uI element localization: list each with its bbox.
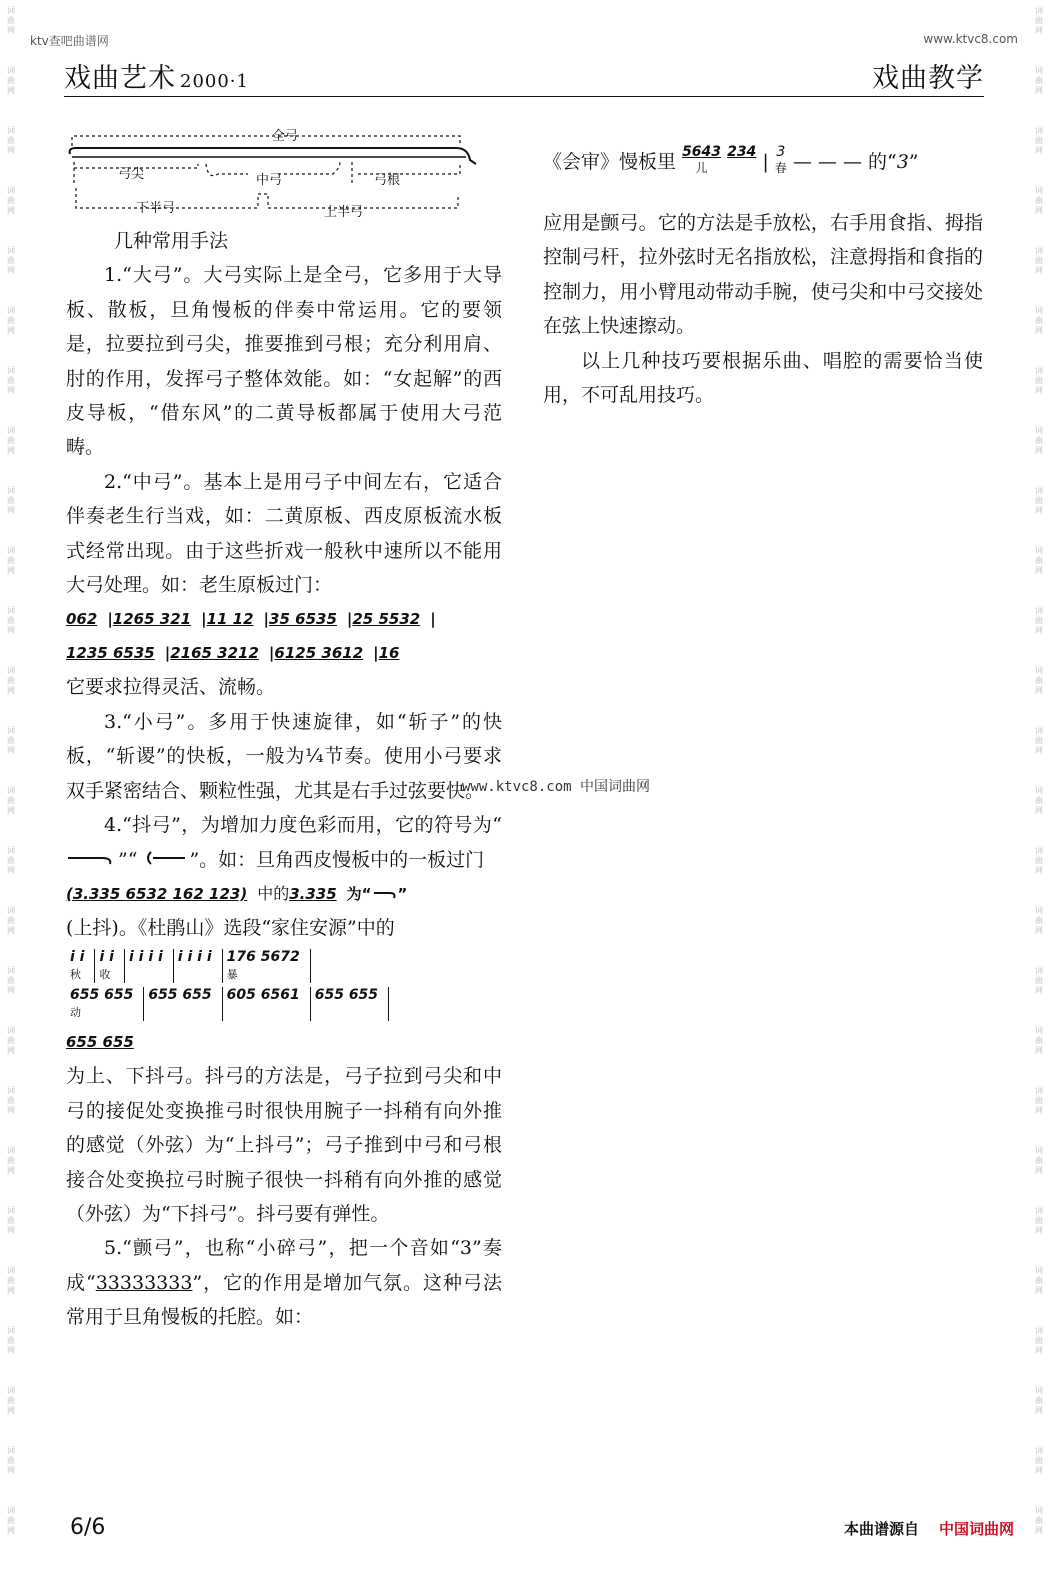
- side-watermark-unit: 词 曲 网: [1035, 1266, 1043, 1295]
- paragraph-tremolo-bow: 5.“颤弓”，也称“小碎弓”，把一个音如“3”奏成“33333333”，它的作用是增加气氛。这种弓法常用于旦角慢板的托腔。如：: [66, 1237, 503, 1329]
- paragraph-tremolo-method: 应用是颤弓。它的方法是手放松，右手用食指、拇指控制弓杆，拉外弦时无名指放松，注意拇指和食指的控制力，用小臂甩动带动手腕，使弓尖和中弓交接处在弦上快速擦动。: [543, 212, 983, 338]
- side-watermark-unit: 词 曲 网: [7, 846, 15, 875]
- bow-label-tip: 弓尖: [118, 167, 145, 182]
- lyric-notation-row-2: 655 655 动 655 655 605 6561 655 655: [66, 987, 389, 1021]
- side-watermark-unit: 词 曲 网: [1035, 6, 1043, 35]
- paragraph-small-bow: 3.“小弓”。多用于快速旋律，如“斩子”的快板，“斩谡”的快板，一般为¼节奏。使用小弓要求双手紧密结合、颗粒性强，尤其是右手过弦要快。: [66, 710, 502, 802]
- side-watermark-unit: 词 曲 网: [1035, 426, 1043, 455]
- section-title: 戏曲教学: [872, 63, 984, 94]
- side-watermark-unit: 词 曲 网: [1035, 906, 1043, 935]
- side-watermark-unit: 词 曲 网: [1035, 126, 1043, 155]
- huishen-example-line: 《会审》慢板里 5643 儿 234 | 3 春 — — — 的“3”: [543, 144, 919, 175]
- top-right-watermark: www.ktvc8.com: [923, 32, 1018, 46]
- side-watermark-unit: 词 曲 网: [7, 1446, 15, 1475]
- side-watermark-unit: 词 曲 网: [1035, 1026, 1043, 1055]
- side-watermark-unit: 词 曲 网: [7, 1146, 15, 1175]
- mid-watermark: www.ktvc8.com 中国词曲网: [462, 779, 651, 795]
- side-watermark-unit: 词 曲 网: [1035, 546, 1043, 575]
- side-watermark-unit: 词 曲 网: [1035, 786, 1043, 815]
- section-heading: 几种常用手法: [114, 230, 229, 252]
- side-watermark-unit: 词 曲 网: [1035, 66, 1043, 95]
- source-brand-link[interactable]: 中国词曲网: [938, 1520, 1014, 1538]
- side-watermark-unit: 词 曲 网: [7, 1506, 15, 1535]
- paragraph-shake-bow: 4.“抖弓”，为增加力度色彩而用，它的符号为“”“ ”。如：旦角西皮慢板中的一板过门: [66, 808, 502, 877]
- side-watermark-unit: 词 曲 网: [1035, 1326, 1043, 1355]
- bow-label-full: 全弓: [272, 129, 299, 144]
- tremolo-example: 33333333: [95, 1271, 193, 1294]
- up-shake-symbol: [66, 850, 118, 866]
- side-watermark-unit: 词 曲 网: [7, 1086, 15, 1115]
- side-watermark-unit: 词 曲 网: [7, 546, 15, 575]
- bow-label-upper-half: 上半弓: [324, 205, 364, 220]
- side-watermark-unit: 词 曲 网: [7, 1206, 15, 1235]
- side-watermark-unit: 词 曲 网: [7, 426, 15, 455]
- side-watermark-unit: 词 曲 网: [1035, 1506, 1043, 1535]
- bow-label-lower-half: 下半弓: [136, 201, 176, 216]
- side-watermark-unit: 词 曲 网: [1035, 666, 1043, 695]
- paragraph-shake-bow-method: 为上、下抖弓。抖弓的方法是，弓子拉到弓尖和中弓的接促处变换推弓时很快用腕子一抖稍有向外推的感觉（外弦）为“上抖弓”；弓子推到中弓和弓根接合处变换拉弓时腕子很快一抖稍有向外推的感觉（外弦）为“下抖弓”。抖弓要有弹性。: [66, 1065, 502, 1225]
- side-watermark-unit: 词 曲 网: [1035, 246, 1043, 275]
- side-watermark-unit: 词 曲 网: [7, 246, 15, 275]
- journal-title: 戏曲艺术: [64, 63, 176, 94]
- side-watermark-unit: 词 曲 网: [1035, 306, 1043, 335]
- side-watermark-unit: 词 曲 网: [7, 1266, 15, 1295]
- notation-line-3: (3.335 6532 162 123) 中的3.335 为“ ”: [66, 883, 408, 903]
- down-shake-symbol: [137, 850, 189, 866]
- side-watermark-unit: 词 曲 网: [7, 606, 15, 635]
- journal-header: [64, 56, 249, 95]
- side-watermark-unit: 词 曲 网: [1035, 1206, 1043, 1235]
- side-watermark-unit: 词 曲 网: [1035, 486, 1043, 515]
- side-watermark-unit: 词 曲 网: [1035, 846, 1043, 875]
- side-watermark-unit: 词 曲 网: [7, 1326, 15, 1355]
- side-watermark-unit: 词 曲 网: [1035, 1086, 1043, 1115]
- bow-label-middle: 中弓: [256, 173, 283, 188]
- bow-diagram: [68, 124, 498, 224]
- bow-label-root: 弓根: [374, 173, 401, 188]
- journal-issue: 2000·1: [180, 71, 249, 92]
- side-watermark-unit: 词 曲 网: [1035, 966, 1043, 995]
- paragraph-conclusion: 以上几种技巧要根据乐曲、唱腔的需要恰当使用，不可乱用技巧。: [543, 349, 983, 407]
- side-watermark-unit: 词 曲 网: [7, 66, 15, 95]
- side-watermark-unit: 词 曲 网: [1035, 1386, 1043, 1415]
- side-watermark-unit: 词 曲 网: [7, 666, 15, 695]
- source-credit: 本曲谱源自 中国词曲网: [843, 1520, 1014, 1538]
- side-watermark-unit: 词 曲 网: [1035, 1446, 1043, 1475]
- side-watermark-unit: 词 曲 网: [7, 306, 15, 335]
- right-column: [543, 144, 983, 412]
- notation-line-1: 062 |1265 321 |11 12 |35 6535 |25 5532 |: [66, 610, 436, 629]
- side-watermark-unit: 词 曲 网: [7, 126, 15, 155]
- side-watermark-unit: 词 曲 网: [7, 726, 15, 755]
- paragraph-middle-bow: 2.“中弓”。基本上是用弓子中间左右，它适合伴奏老生行当戏，如：二黄原板、西皮原板流水板式经常出现。由于这些折戏一般秋中速所以不能用大弓处理。如：老生原板过门：: [66, 470, 502, 597]
- up-shake-symbol-inline: [372, 887, 398, 899]
- right-watermark-strip: [1028, 0, 1050, 1571]
- side-watermark-unit: 词 曲 网: [7, 186, 15, 215]
- notation-line-2: 1235 6535 |2165 3212 |6125 3612 |16: [66, 644, 400, 663]
- lyric-notation-row-1: i i 秋 i i 收 i i i i i i i i 176 5672 暴: [66, 949, 311, 983]
- notation-line-4: 655 655: [66, 1033, 134, 1052]
- side-watermark-unit: 词 曲 网: [7, 366, 15, 395]
- side-watermark-unit: 词 曲 网: [7, 786, 15, 815]
- paragraph-middle-bow-note: 它要求拉得灵活、流畅。: [66, 676, 276, 699]
- side-watermark-unit: 词 曲 网: [1035, 1146, 1043, 1175]
- top-left-watermark: ktv查吧曲谱网: [30, 34, 109, 48]
- side-watermark-unit: 词 曲 网: [7, 1026, 15, 1055]
- paragraph-azalea-ref: (上抖)。《杜鹃山》选段“家住安源”中的: [66, 916, 395, 939]
- side-watermark-unit: 词 曲 网: [7, 1386, 15, 1415]
- side-watermark-unit: 词 曲 网: [7, 6, 15, 35]
- left-column: [66, 224, 502, 1335]
- side-watermark-unit: 词 曲 网: [1035, 726, 1043, 755]
- side-watermark-unit: 词 曲 网: [1035, 366, 1043, 395]
- side-watermark-unit: 词 曲 网: [7, 486, 15, 515]
- header-rule: [64, 96, 984, 97]
- left-watermark-strip: [0, 0, 22, 1571]
- side-watermark-unit: 词 曲 网: [1035, 606, 1043, 635]
- side-watermark-unit: 词 曲 网: [7, 966, 15, 995]
- side-watermark-unit: 词 曲 网: [1035, 186, 1043, 215]
- paragraph-big-bow: 1.“大弓”。大弓实际上是全弓，它多用于大导板、散板，旦角慢板的伴奏中常运用。它的要领是，拉要拉到弓尖，推要推到弓根；充分利用肩、肘的作用，发挥弓子整体效能。如：“女起解”的西皮导板，“借东风”的二黄导板都属于使用大弓范畴。: [66, 264, 502, 459]
- side-watermark-unit: 词 曲 网: [7, 906, 15, 935]
- page-number: 6/6: [70, 1515, 106, 1540]
